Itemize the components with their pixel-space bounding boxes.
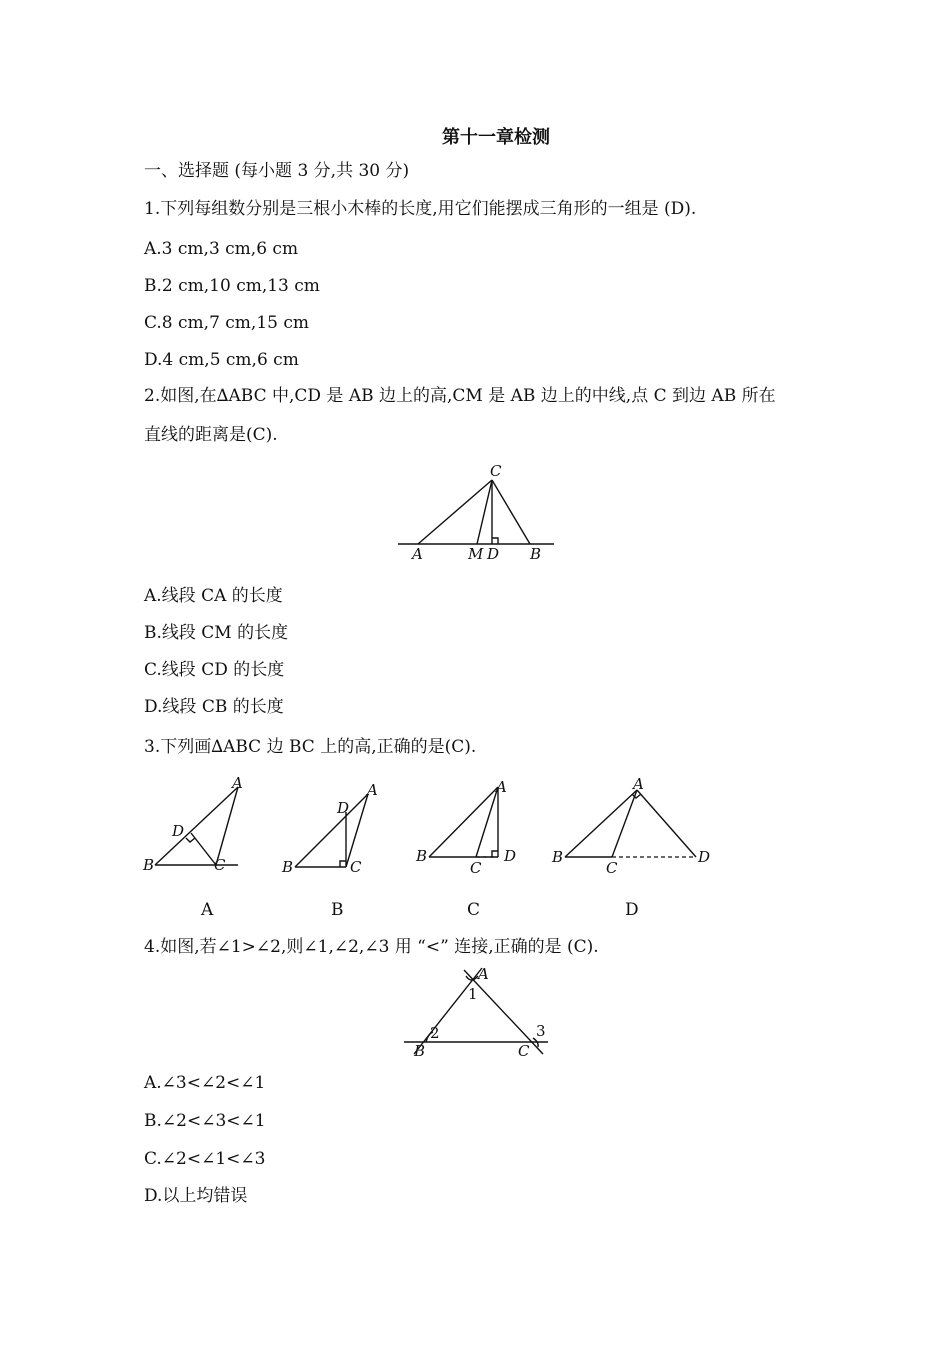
q4-stem: 4.如图,若∠1>∠2,则∠1,∠2,∠3 用 “<” 连接,正确的是 (C). <box>144 937 599 957</box>
q3a-label-a: A <box>232 774 243 792</box>
q4-option-c: C.∠2<∠1<∠3 <box>144 1149 266 1169</box>
q3-caption-c: C <box>467 900 481 920</box>
q4-option-a: A.∠3<∠2<∠1 <box>144 1073 266 1093</box>
q3c-label-d: D <box>504 847 517 865</box>
q4-label-c: C <box>518 1042 530 1060</box>
q1-stem: 1.下列每组数分别是三根小木棒的长度,用它们能摆成三角形的一组是 (D). <box>144 199 697 219</box>
q3-figure-a <box>138 772 258 882</box>
q3b-label-d: D <box>337 799 350 817</box>
q3c-label-b: B <box>416 847 428 865</box>
q3d-label-a: A <box>633 775 644 793</box>
q2-stem-line1: 2.如图,在∆ABC 中,CD 是 AB 边上的高,CM 是 AB 边上的中线,点 C 到边 AB 所在 <box>144 386 776 406</box>
q2-label-b: B <box>530 545 542 563</box>
q2-label-c: C <box>490 462 502 480</box>
q3d-label-c: C <box>606 859 618 877</box>
q2-label-m: M <box>468 545 484 563</box>
q1-option-a: A.3 cm,3 cm,6 cm <box>144 239 299 259</box>
page-title: 第十一章检测 <box>442 127 550 148</box>
q2-option-d: D.线段 CB 的长度 <box>144 697 284 717</box>
q3-caption-d: D <box>625 900 639 920</box>
q1-option-b: B.2 cm,10 cm,13 cm <box>144 276 320 296</box>
q3-figure-b <box>278 772 398 882</box>
q3-figure-c <box>412 772 532 882</box>
q3-caption-b: B <box>331 900 344 920</box>
q3a-label-c: C <box>214 856 226 874</box>
q2-option-b: B.线段 CM 的长度 <box>144 623 289 643</box>
q2-label-d: D <box>487 545 500 563</box>
q4-option-d: D.以上均错误 <box>144 1186 248 1206</box>
q3-caption-a: A <box>201 900 214 920</box>
q4-label-angle-2: 2 <box>430 1024 440 1042</box>
q1-option-d: D.4 cm,5 cm,6 cm <box>144 350 299 370</box>
q4-option-b: B.∠2<∠3<∠1 <box>144 1111 266 1131</box>
q4-label-a: A <box>478 965 489 983</box>
q3b-label-a: A <box>367 781 378 799</box>
q4-figure <box>398 962 558 1062</box>
q1-option-c: C.8 cm,7 cm,15 cm <box>144 313 310 333</box>
q3d-label-d: D <box>698 848 711 866</box>
q3a-label-b: B <box>143 856 155 874</box>
q3b-label-b: B <box>282 858 294 876</box>
q3a-label-d: D <box>172 822 185 840</box>
q3-figure-d <box>548 772 718 882</box>
q2-option-c: C.线段 CD 的长度 <box>144 660 285 680</box>
q3d-label-b: B <box>552 848 564 866</box>
q2-label-a: A <box>412 545 423 563</box>
q3b-label-c: C <box>350 858 362 876</box>
q2-figure <box>392 460 562 570</box>
section-heading: 一、选择题 (每小题 3 分,共 30 分) <box>144 161 410 181</box>
q3-stem: 3.下列画∆ABC 边 BC 上的高,正确的是(C). <box>144 737 477 757</box>
q4-label-angle-1: 1 <box>468 985 478 1003</box>
q3c-label-a: A <box>496 778 507 796</box>
q3c-label-c: C <box>470 859 482 877</box>
q4-label-angle-3: 3 <box>536 1022 546 1040</box>
q2-option-a: A.线段 CA 的长度 <box>144 586 283 606</box>
q4-label-b: B <box>414 1042 426 1060</box>
q2-stem-line2: 直线的距离是(C). <box>144 425 278 445</box>
